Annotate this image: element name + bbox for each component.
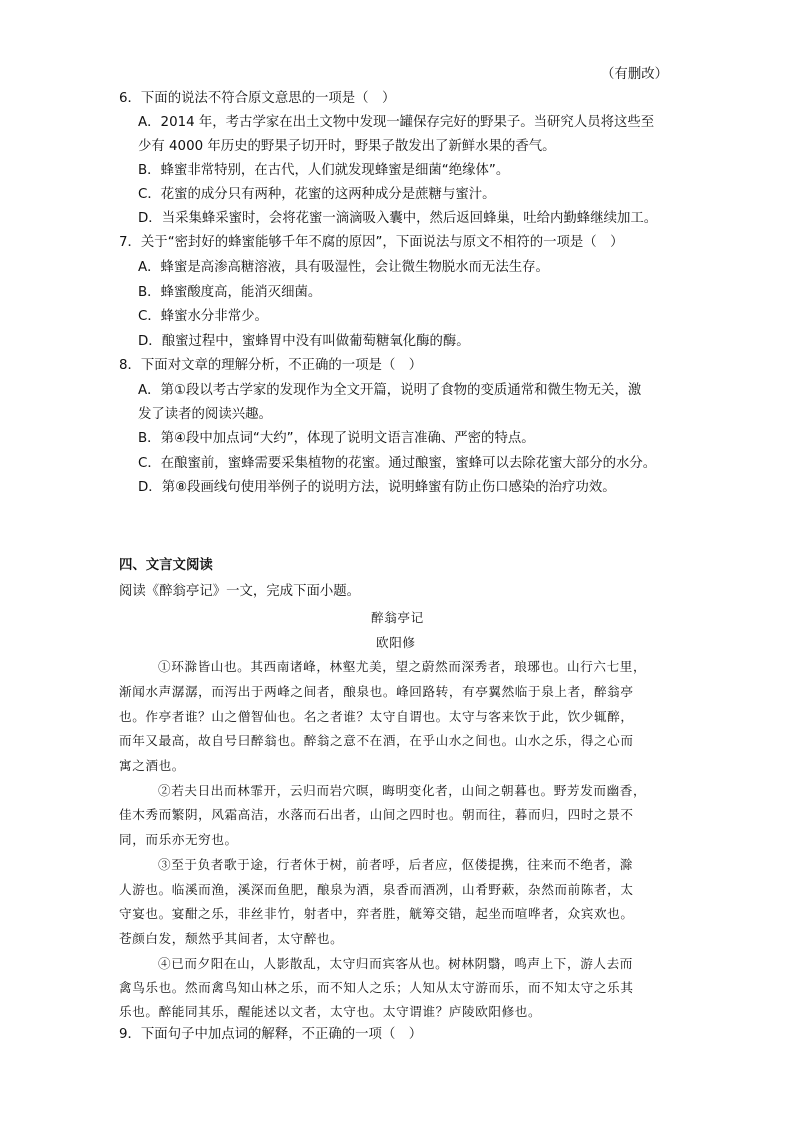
- reading-intro: 阅读《醉翁亭记》一文，完成下面小题。: [119, 584, 361, 599]
- question-8-stem: 8．下面对文章的理解分析，不正确的一项是（ ）: [119, 358, 423, 373]
- passage-p1-line: 寓之酒也。: [119, 758, 185, 773]
- passage-p2-line: 佳木秀而繁阴，风霜高洁，水落而石出者，山间之四时也。朝而往，暮而归，四时之景不: [119, 807, 634, 822]
- passage-p1-line: 渐闻水声潺潺，而泻出于两峰之间者，酿泉也。峰回路转，有亭翼然临于泉上者，醉翁亭: [119, 684, 634, 699]
- passage-p3-line: 守宴也。宴酣之乐，非丝非竹，射者中，弈者胜，觥筹交错，起坐而喧哗者，众宾欢也。: [119, 906, 634, 921]
- section-heading: 四、文言文阅读: [119, 558, 213, 573]
- passage-author: 欧阳修: [376, 635, 416, 650]
- passage-p3-line: 苍颜白发，颓然乎其间者，太守醉也。: [119, 931, 344, 946]
- passage-p1-line: 而年又最高，故自号曰醉翁也。醉翁之意不在酒，在乎山水之间也。山水之乐，得之心而: [119, 733, 634, 748]
- passage-p2-line: ②若夫日出而林霏开，云归而岩穴暝，晦明变化者，山间之朝暮也。野芳发而幽香，: [158, 783, 647, 798]
- passage-p4-line: 乐也。醉能同其乐，醒能述以文者，太守也。太守谓谁？庐陵欧阳修也。: [119, 1004, 542, 1019]
- question-8-option-a-cont: 发了读者的阅读兴趣。: [138, 407, 272, 422]
- question-6-stem: 6．下面的说法不符合原文意思的一项是（ ）: [119, 91, 396, 106]
- passage-p3-line: 人游也。临溪而渔，溪深而鱼肥，酿泉为酒，泉香而酒冽，山肴野蔌，杂然而前陈者，太: [119, 882, 634, 897]
- question-7-stem: 7．关于“密封好的蜂蜜能够千年不腐的原因”，下面说法与原文不相符的一项是（ ）: [119, 235, 624, 250]
- question-8-option-c: C．在酿蜜前，蜜蜂需要采集植物的花蜜。通过酿蜜，蜜蜂可以去除花蜜大部分的水分。: [138, 456, 657, 471]
- passage-p2-line: 同，而乐亦无穷也。: [119, 832, 238, 847]
- passage-p3-line: ③至于负者歌于途，行者休于树，前者呼，后者应，伛偻提携，往来而不绝者，滁: [158, 857, 633, 872]
- question-8-option-d: D．第⑧段画线句使用举例子的说明方法，说明蜂蜜有防止伤口感染的治疗功效。: [138, 480, 616, 495]
- question-8-option-a: A．第①段以考古学家的发现作为全文开篇，说明了食物的变质通常和微生物无关，激: [138, 383, 642, 398]
- question-6-option-a-cont: 少有 4000 年历史的野果子切开时，野果子散发出了新鲜水果的香气。: [138, 139, 556, 154]
- question-7-option-b: B．蜂蜜酸度高，能消灭细菌。: [138, 285, 322, 300]
- question-6-option-a: A．2014 年，考古学家在出土文物中发现一罐保存完好的野果子。当研究人员将这些至: [138, 115, 655, 130]
- passage-p4-line: ④已而夕阳在山，人影散乱，太守归而宾客从也。树林阴翳，鸣声上下，游人去而: [158, 956, 633, 971]
- question-8-option-b: B．第④段中加点词“大约”，体现了说明文语言准确、严密的特点。: [138, 431, 535, 446]
- question-6-option-c: C．花蜜的成分只有两种，花蜜的这两种成分是蔗糖与蜜汁。: [138, 187, 496, 202]
- passage-title: 醉翁亭记: [371, 610, 424, 625]
- passage-p1-line: 也。作亭者谁？山之僧智仙也。名之者谁？太守自谓也。太守与客来饮于此，饮少辄醉，: [119, 709, 634, 724]
- question-9-stem: 9．下面句子中加点词的解释，不正确的一项（ ）: [119, 1027, 423, 1042]
- question-7-option-a: A．蜂蜜是高渗高糖溶液，具有吸湿性，会让微生物脱水而无法生存。: [138, 260, 549, 275]
- source-note: （有删改）: [601, 67, 668, 82]
- question-6-option-b: B．蜂蜜非常特别，在古代，人们就发现蜂蜜是细菌“绝缘体”。: [138, 163, 510, 178]
- passage-p1-line: ①环滁皆山也。其西南诸峰，林壑尤美，望之蔚然而深秀者，琅琊也。山行六七里，: [158, 659, 647, 674]
- question-7-option-c: C．蜂蜜水分非常少。: [138, 309, 268, 324]
- passage-p4-line: 禽鸟乐也。然而禽鸟知山林之乐，而不知人之乐；人知从太守游而乐，而不知太守之乐其: [119, 980, 634, 995]
- question-7-option-d: D．酿蜜过程中，蜜蜂胃中没有叫做葡萄糖氧化酶的酶。: [138, 334, 470, 349]
- question-6-option-d: D．当采集蜂采蜜时，会将花蜜一滴滴吸入囊中，然后返回蜂巢，吐给内勤蜂继续加工。: [138, 211, 658, 226]
